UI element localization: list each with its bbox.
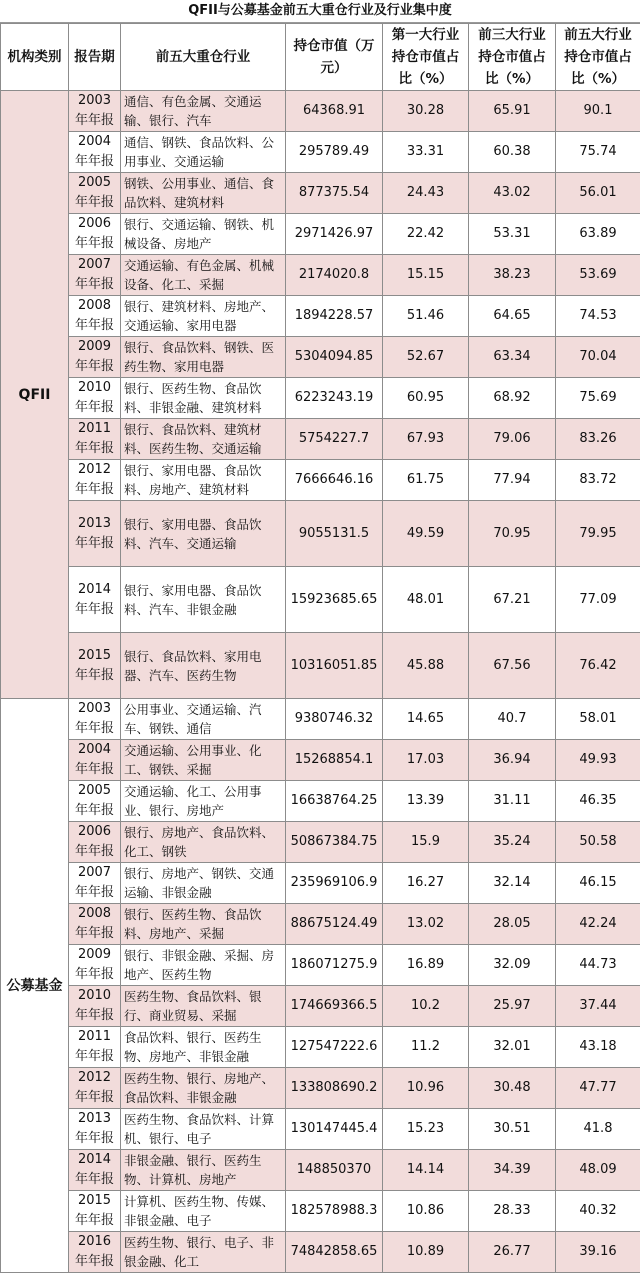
top5-share-cell: 83.26 [556,419,640,460]
top1-share-cell: 13.39 [383,781,469,822]
period-cell: 2010年年报 [69,986,121,1027]
top5-share-cell: 75.69 [556,378,640,419]
top3-share-cell: 38.23 [469,255,556,296]
period-cell: 2015年年报 [69,633,121,699]
industries-cell: 交通运输、公用事业、化工、钢铁、采掘 [121,740,286,781]
value-cell: 295789.49 [286,132,383,173]
value-cell: 148850370 [286,1150,383,1191]
period-cell: 2006年年报 [69,822,121,863]
period-cell: 2006年年报 [69,214,121,255]
top3-share-cell: 34.39 [469,1150,556,1191]
table-row [1,337,640,378]
period-cell: 2013年年报 [69,501,121,567]
top1-share-cell: 17.03 [383,740,469,781]
top3-share-cell: 64.65 [469,296,556,337]
top3-share-cell: 32.09 [469,945,556,986]
industries-cell: 银行、房地产、钢铁、交通运输、非银金融 [121,863,286,904]
industries-cell: 食品饮料、银行、医药生物、房地产、非银金融 [121,1027,286,1068]
header-row [1,24,640,91]
industries-cell: 通信、有色金属、交通运输、银行、汽车 [121,91,286,132]
top3-share-cell: 43.02 [469,173,556,214]
top5-share-cell: 41.8 [556,1109,640,1150]
top3-share-cell: 70.95 [469,501,556,567]
value-cell: 50867384.75 [286,822,383,863]
top3-share-cell: 67.21 [469,567,556,633]
table-row [1,419,640,460]
value-cell: 186071275.9 [286,945,383,986]
top5-share-cell: 63.89 [556,214,640,255]
industries-cell: 非银金融、银行、医药生物、计算机、房地产 [121,1150,286,1191]
top5-share-cell: 46.15 [556,863,640,904]
period-cell: 2005年年报 [69,173,121,214]
top5-share-cell: 40.32 [556,1191,640,1232]
top1-share-cell: 10.96 [383,1068,469,1109]
top3-share-cell: 31.11 [469,781,556,822]
table-row [1,214,640,255]
table-row [1,460,640,501]
table-row [1,132,640,173]
period-cell: 2014年年报 [69,1150,121,1191]
top5-share-cell: 49.93 [556,740,640,781]
top1-share-cell: 15.23 [383,1109,469,1150]
top5-share-cell: 47.77 [556,1068,640,1109]
table-row [1,904,640,945]
top5-share-cell: 56.01 [556,173,640,214]
value-cell: 2971426.97 [286,214,383,255]
value-cell: 9380746.32 [286,699,383,740]
industries-cell: 银行、家用电器、食品饮料、房地产、建筑材料 [121,460,286,501]
value-cell: 1894228.57 [286,296,383,337]
table-row [1,740,640,781]
value-cell: 2174020.8 [286,255,383,296]
industries-cell: 银行、医药生物、食品饮料、非银金融、建筑材料 [121,378,286,419]
table-row [1,1191,640,1232]
top1-share-cell: 10.89 [383,1232,469,1273]
period-cell: 2012年年报 [69,1068,121,1109]
industries-cell: 银行、建筑材料、房地产、交通运输、家用电器 [121,296,286,337]
top5-share-cell: 77.09 [556,567,640,633]
header-industries: 前五大重仓行业 [121,24,286,91]
industries-cell: 钢铁、公用事业、通信、食品饮料、建筑材料 [121,173,286,214]
top1-share-cell: 24.43 [383,173,469,214]
period-cell: 2007年年报 [69,255,121,296]
top3-share-cell: 26.77 [469,1232,556,1273]
top5-share-cell: 58.01 [556,699,640,740]
value-cell: 15923685.65 [286,567,383,633]
top1-share-cell: 51.46 [383,296,469,337]
header-top3: 前三大行业持仓市值占比（%） [469,24,556,91]
top1-share-cell: 49.59 [383,501,469,567]
table-row [1,699,640,740]
industries-cell: 医药生物、食品饮料、计算机、银行、电子 [121,1109,286,1150]
header-category: 机构类别 [1,24,69,91]
table-row [1,822,640,863]
period-cell: 2003年年报 [69,699,121,740]
top1-share-cell: 14.65 [383,699,469,740]
top5-share-cell: 39.16 [556,1232,640,1273]
industries-cell: 银行、非银金融、采掘、房地产、医药生物 [121,945,286,986]
period-cell: 2012年年报 [69,460,121,501]
top1-share-cell: 11.2 [383,1027,469,1068]
top3-share-cell: 32.01 [469,1027,556,1068]
industries-cell: 交通运输、化工、公用事业、银行、房地产 [121,781,286,822]
top1-share-cell: 14.14 [383,1150,469,1191]
industries-cell: 医药生物、银行、电子、非银金融、化工 [121,1232,286,1273]
top5-share-cell: 79.95 [556,501,640,567]
top1-share-cell: 33.31 [383,132,469,173]
top1-share-cell: 22.42 [383,214,469,255]
industries-cell: 公用事业、交通运输、汽车、钢铁、通信 [121,699,286,740]
header-period: 报告期 [69,24,121,91]
top3-share-cell: 40.7 [469,699,556,740]
table-row [1,863,640,904]
table-title: QFII与公募基金前五大重仓行业及行业集中度 [0,0,640,23]
table-row [1,501,640,567]
period-cell: 2013年年报 [69,1109,121,1150]
value-cell: 7666646.16 [286,460,383,501]
top3-share-cell: 30.51 [469,1109,556,1150]
value-cell: 16638764.25 [286,781,383,822]
value-cell: 182578988.3 [286,1191,383,1232]
top5-share-cell: 42.24 [556,904,640,945]
top5-share-cell: 53.69 [556,255,640,296]
value-cell: 133808690.2 [286,1068,383,1109]
industries-cell: 银行、食品饮料、家用电器、汽车、医药生物 [121,633,286,699]
top5-share-cell: 76.42 [556,633,640,699]
top5-share-cell: 83.72 [556,460,640,501]
top1-share-cell: 13.02 [383,904,469,945]
table-row [1,1027,640,1068]
top5-share-cell: 48.09 [556,1150,640,1191]
top1-share-cell: 10.86 [383,1191,469,1232]
table-row [1,945,640,986]
top3-share-cell: 68.92 [469,378,556,419]
holdings-table [0,23,640,1273]
industries-cell: 医药生物、银行、房地产、食品饮料、非银金融 [121,1068,286,1109]
period-cell: 2009年年报 [69,337,121,378]
value-cell: 88675124.49 [286,904,383,945]
table-row [1,633,640,699]
top1-share-cell: 67.93 [383,419,469,460]
top1-share-cell: 30.28 [383,91,469,132]
table-row [1,255,640,296]
table-row [1,91,640,132]
top3-share-cell: 35.24 [469,822,556,863]
period-cell: 2009年年报 [69,945,121,986]
top3-share-cell: 63.34 [469,337,556,378]
top1-share-cell: 48.01 [383,567,469,633]
industries-cell: 医药生物、食品饮料、银行、商业贸易、采掘 [121,986,286,1027]
top1-share-cell: 45.88 [383,633,469,699]
value-cell: 15268854.1 [286,740,383,781]
period-cell: 2010年年报 [69,378,121,419]
period-cell: 2016年年报 [69,1232,121,1273]
period-cell: 2005年年报 [69,781,121,822]
top3-share-cell: 79.06 [469,419,556,460]
period-cell: 2015年年报 [69,1191,121,1232]
top1-share-cell: 60.95 [383,378,469,419]
table-row [1,1232,640,1273]
table-row [1,1109,640,1150]
industries-cell: 银行、交通运输、钢铁、机械设备、房地产 [121,214,286,255]
top5-share-cell: 70.04 [556,337,640,378]
value-cell: 174669366.5 [286,986,383,1027]
period-cell: 2011年年报 [69,419,121,460]
industries-cell: 通信、钢铁、食品饮料、公用事业、交通运输 [121,132,286,173]
top3-share-cell: 67.56 [469,633,556,699]
top5-share-cell: 37.44 [556,986,640,1027]
top1-share-cell: 16.27 [383,863,469,904]
top3-share-cell: 32.14 [469,863,556,904]
header-value: 持仓市值（万元） [286,24,383,91]
industries-cell: 银行、家用电器、食品饮料、汽车、非银金融 [121,567,286,633]
category-cell: 公募基金 [1,699,69,1273]
industries-cell: 计算机、医药生物、传媒、非银金融、电子 [121,1191,286,1232]
top5-share-cell: 43.18 [556,1027,640,1068]
table-row [1,296,640,337]
top1-share-cell: 61.75 [383,460,469,501]
value-cell: 6223243.19 [286,378,383,419]
period-cell: 2014年年报 [69,567,121,633]
industries-cell: 银行、食品饮料、钢铁、医药生物、家用电器 [121,337,286,378]
top3-share-cell: 28.05 [469,904,556,945]
period-cell: 2008年年报 [69,904,121,945]
period-cell: 2004年年报 [69,740,121,781]
period-cell: 2008年年报 [69,296,121,337]
top1-share-cell: 16.89 [383,945,469,986]
industries-cell: 银行、家用电器、食品饮料、汽车、交通运输 [121,501,286,567]
top3-share-cell: 28.33 [469,1191,556,1232]
header-top1: 第一大行业持仓市值占比（%） [383,24,469,91]
top1-share-cell: 15.15 [383,255,469,296]
table-row [1,986,640,1027]
top1-share-cell: 52.67 [383,337,469,378]
value-cell: 5754227.7 [286,419,383,460]
period-cell: 2011年年报 [69,1027,121,1068]
top3-share-cell: 77.94 [469,460,556,501]
industries-cell: 银行、房地产、食品饮料、化工、钢铁 [121,822,286,863]
top3-share-cell: 30.48 [469,1068,556,1109]
table-row [1,378,640,419]
top5-share-cell: 74.53 [556,296,640,337]
period-cell: 2007年年报 [69,863,121,904]
industries-cell: 交通运输、有色金属、机械设备、化工、采掘 [121,255,286,296]
top3-share-cell: 25.97 [469,986,556,1027]
value-cell: 235969106.9 [286,863,383,904]
table-row [1,173,640,214]
value-cell: 64368.91 [286,91,383,132]
top5-share-cell: 44.73 [556,945,640,986]
table-row [1,1150,640,1191]
value-cell: 10316051.85 [286,633,383,699]
table-row [1,1068,640,1109]
top1-share-cell: 15.9 [383,822,469,863]
top5-share-cell: 46.35 [556,781,640,822]
industries-cell: 银行、食品饮料、建筑材料、医药生物、交通运输 [121,419,286,460]
table-row [1,567,640,633]
value-cell: 877375.54 [286,173,383,214]
top1-share-cell: 10.2 [383,986,469,1027]
header-top5: 前五大行业持仓市值占比（%） [556,24,640,91]
period-cell: 2004年年报 [69,132,121,173]
top3-share-cell: 36.94 [469,740,556,781]
top5-share-cell: 50.58 [556,822,640,863]
category-cell: QFII [1,91,69,699]
top3-share-cell: 53.31 [469,214,556,255]
value-cell: 127547222.6 [286,1027,383,1068]
top3-share-cell: 60.38 [469,132,556,173]
value-cell: 130147445.4 [286,1109,383,1150]
value-cell: 74842858.65 [286,1232,383,1273]
industries-cell: 银行、医药生物、食品饮料、房地产、采掘 [121,904,286,945]
value-cell: 9055131.5 [286,501,383,567]
period-cell: 2003年年报 [69,91,121,132]
value-cell: 5304094.85 [286,337,383,378]
top5-share-cell: 90.1 [556,91,640,132]
top3-share-cell: 65.91 [469,91,556,132]
top5-share-cell: 75.74 [556,132,640,173]
table-row [1,781,640,822]
